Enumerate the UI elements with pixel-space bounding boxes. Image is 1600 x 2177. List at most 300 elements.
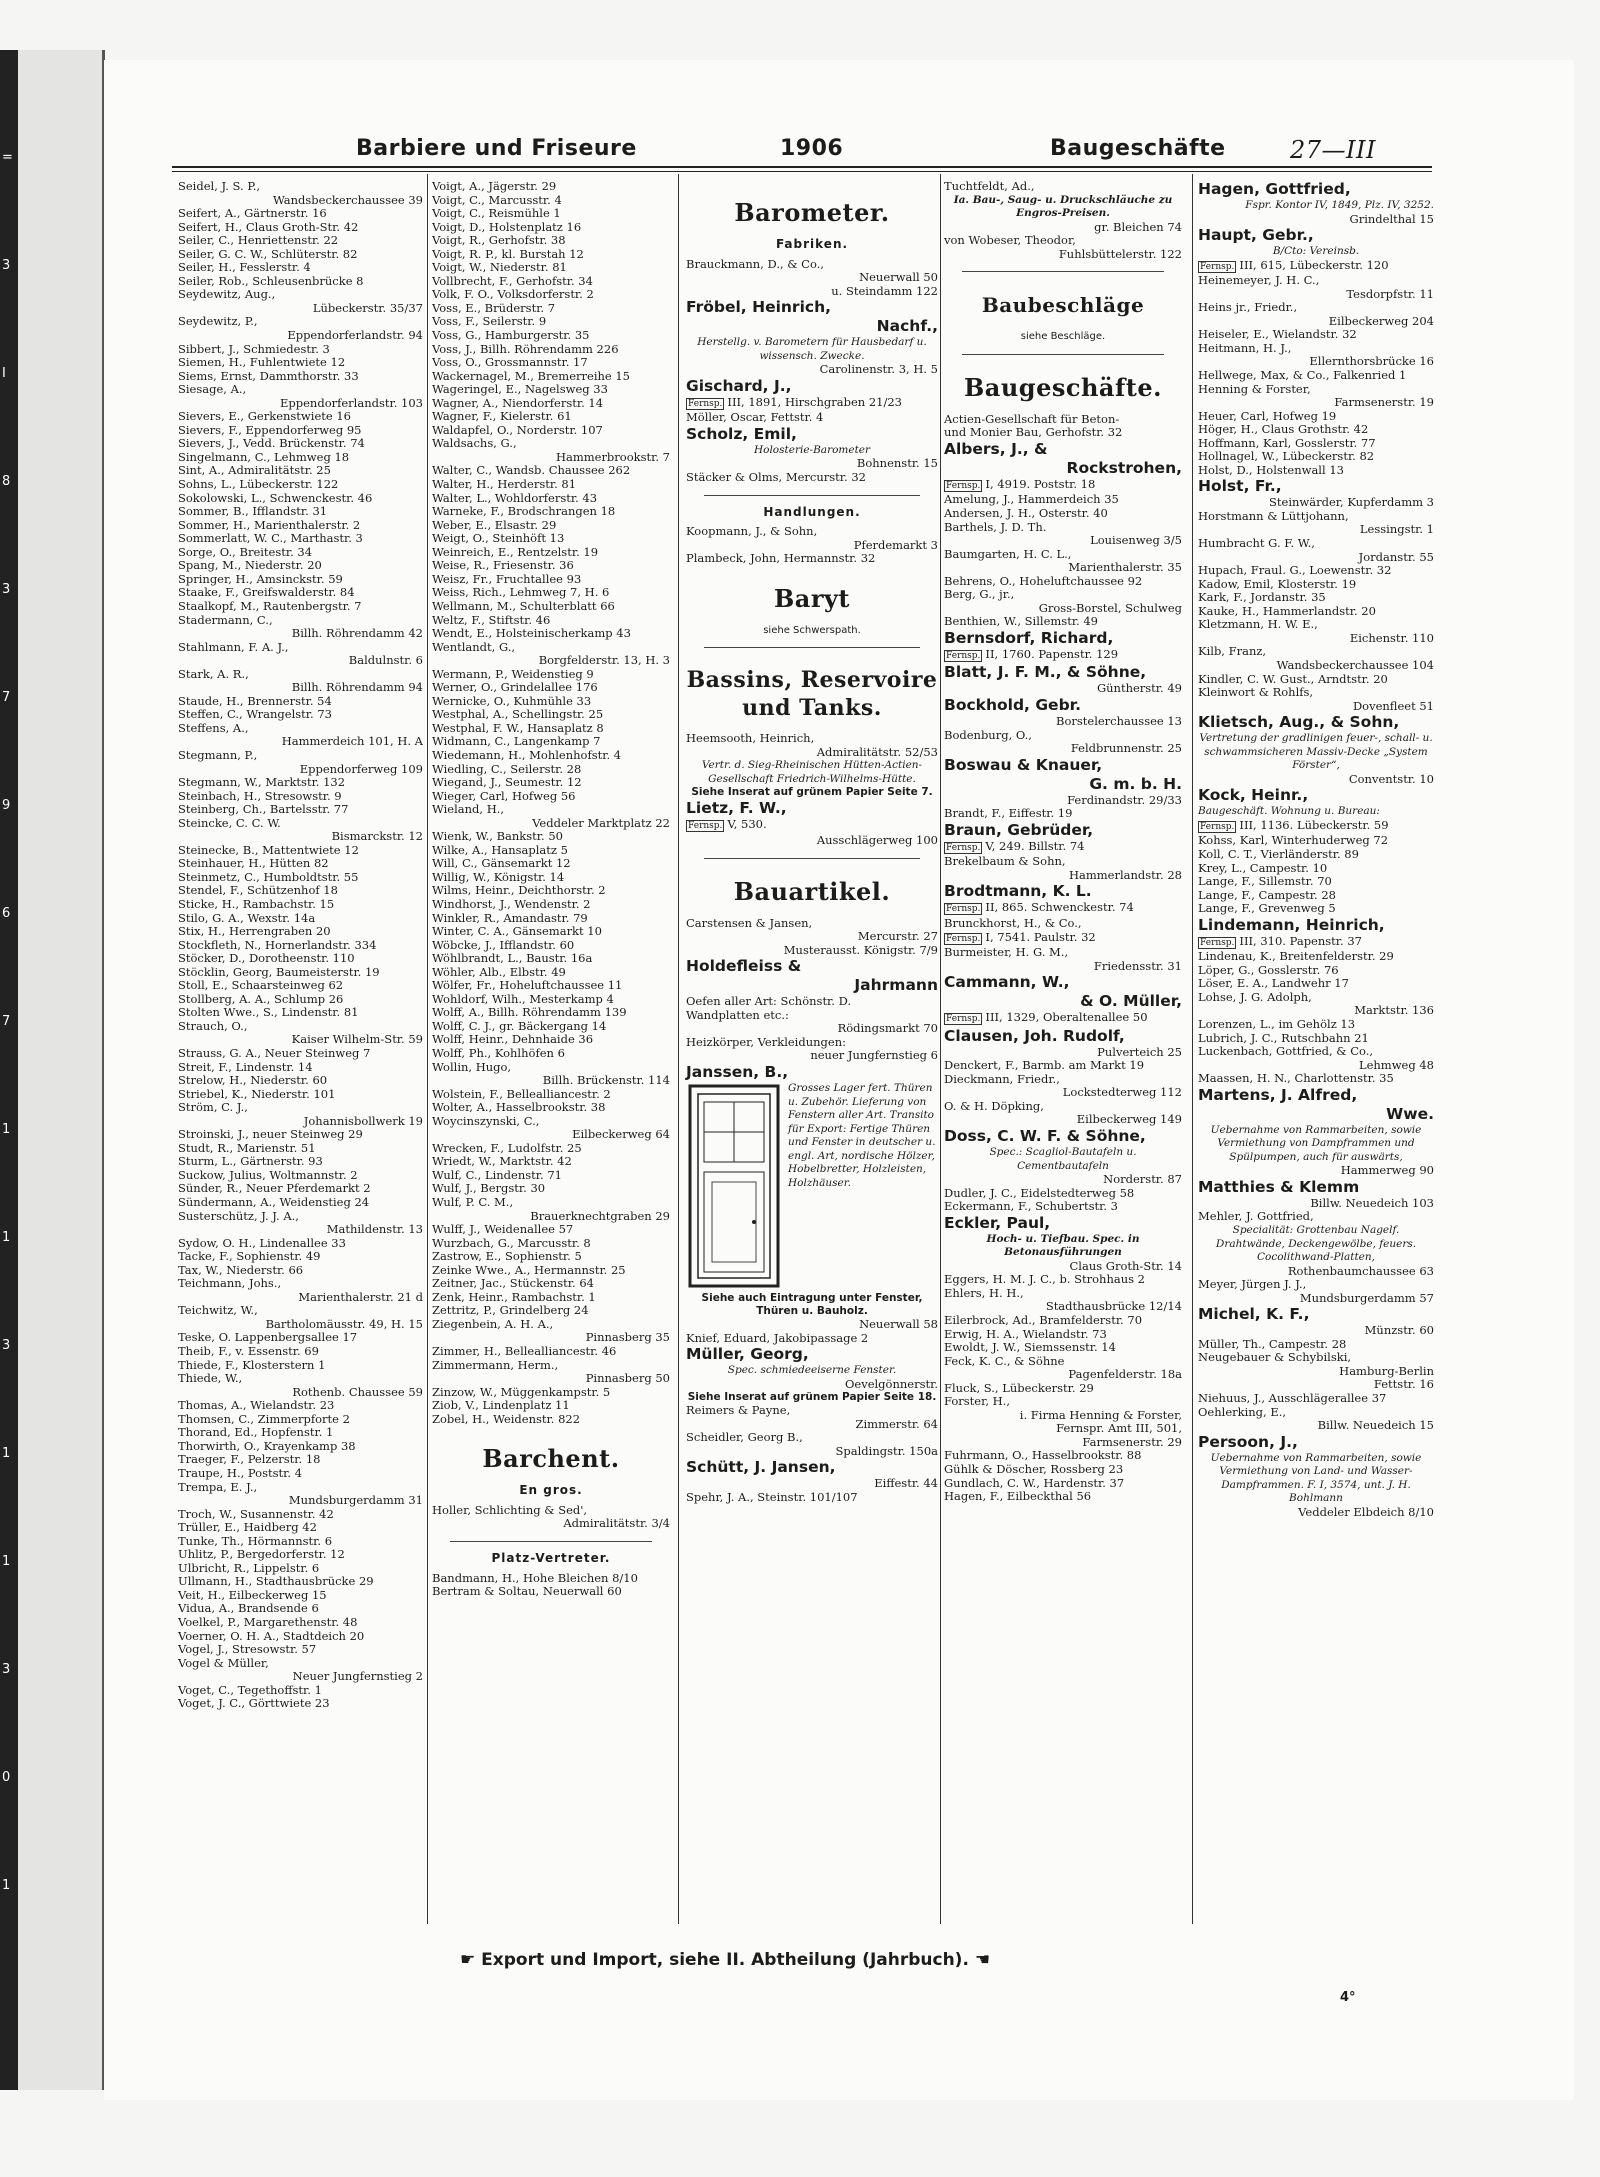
entry-text: Wolstein, F., Bellealliancestr. 2 xyxy=(432,1087,611,1101)
entry-list xyxy=(1198,213,1434,227)
directory-entry xyxy=(432,966,670,980)
directory-entry xyxy=(178,234,423,248)
entry-text: Neuerwall 50 xyxy=(859,271,938,285)
directory-entry xyxy=(178,1291,423,1305)
entry-text: Spang, M., Niederstr. 20 xyxy=(178,559,322,573)
entry-list xyxy=(686,258,938,299)
entry-text: Krey, L., Campestr. 10 xyxy=(1198,861,1328,875)
directory-entry xyxy=(944,507,1182,521)
entry-text: III, 310. Papenstr. 37 xyxy=(1239,934,1362,948)
entry-text: Wohldorf, Wilh., Mesterkamp 4 xyxy=(432,992,614,1006)
directory-entry xyxy=(178,207,423,221)
entry-text: Troch, W., Susannenstr. 42 xyxy=(178,1507,334,1521)
directory-entry xyxy=(432,261,670,275)
entry-text: Thorwirth, O., Krayenkamp 38 xyxy=(178,1439,356,1453)
firm-name-bockhold: Bockhold, Gebr. xyxy=(944,696,1081,715)
entry-text: Koopmann, J., & Sohn, xyxy=(686,525,818,539)
directory-entry xyxy=(432,464,670,478)
directory-entry xyxy=(1198,369,1434,383)
directory-entry xyxy=(432,573,670,587)
firm-name-holdefleiss: Holdefleiss & xyxy=(686,957,802,976)
directory-entry xyxy=(432,288,670,302)
directory-entry xyxy=(1198,1406,1434,1420)
directory-entry xyxy=(432,492,670,506)
directory-entry xyxy=(432,532,670,546)
directory-entry xyxy=(686,930,938,944)
entry-text: Wentlandt, G., xyxy=(432,640,516,654)
entry-text: gr. Bleichen 74 xyxy=(1094,220,1182,234)
janssen-advert xyxy=(686,1082,938,1292)
entry-text: Lübeckerstr. 35/37 xyxy=(312,301,423,315)
directory-entry xyxy=(432,315,670,329)
directory-entry xyxy=(1198,645,1434,659)
entry-list xyxy=(1198,1506,1434,1520)
directory-entry xyxy=(432,1088,670,1102)
directory-entry xyxy=(178,1657,423,1671)
entry-text: Lange, F., Campestr. 28 xyxy=(1198,888,1336,902)
directory-entry xyxy=(432,1074,670,1088)
directory-entry xyxy=(178,735,423,749)
column-divider xyxy=(940,174,941,1924)
entry-text: Mundsburgerdamm 57 xyxy=(1299,1291,1434,1305)
directory-entry xyxy=(178,1101,423,1115)
fernsprecher-badge: Fernsp. xyxy=(688,398,723,409)
directory-entry xyxy=(432,722,670,736)
directory-entry xyxy=(432,654,670,668)
entry-text: Rothenbaumchaussee 63 xyxy=(1287,1264,1434,1278)
directory-entry xyxy=(178,654,423,668)
entry-text: Teichwitz, W., xyxy=(178,1304,258,1318)
entry-text: Siems, Ernst, Dammthorstr. 33 xyxy=(178,369,359,383)
entry-text: Baldulnstr. 6 xyxy=(348,654,423,668)
directory-entry xyxy=(432,1101,670,1115)
section-title-baryt: Baryt xyxy=(773,583,850,613)
firm-name-michel: Michel, K. F., xyxy=(1198,1305,1310,1324)
entry-text: Weise, R., Friesenstr. 36 xyxy=(432,559,574,573)
directory-entry xyxy=(944,478,1182,494)
directory-entry xyxy=(432,1386,670,1400)
entry-text: Lessingstr. 1 xyxy=(1359,523,1434,537)
entry-text: Ehlers, H. H., xyxy=(944,1286,1024,1300)
entry-text: Thomas, A., Wielandstr. 23 xyxy=(178,1399,335,1413)
entry-text: Marienthalerstr. 21 d xyxy=(298,1290,423,1304)
entry-text: Voss, O., Grossmannstr. 17 xyxy=(432,356,588,370)
firm-name-boswau-2: G. m. b. H. xyxy=(1089,774,1182,793)
directory-entry xyxy=(944,1382,1182,1396)
directory-entry xyxy=(686,1009,938,1023)
directory-entry xyxy=(432,1585,670,1599)
directory-entry xyxy=(1198,1045,1434,1059)
header-rule-thin xyxy=(172,171,1432,172)
spine-mark: 1 xyxy=(2,1122,11,1137)
directory-entry xyxy=(432,952,670,966)
directory-entry xyxy=(944,221,1182,235)
entry-text: Zimmerstr. 64 xyxy=(855,1417,938,1431)
directory-entry xyxy=(1198,977,1434,991)
directory-entry xyxy=(178,1508,423,1522)
entry-text: Lockstedterweg 112 xyxy=(1062,1086,1182,1100)
entry-text: Kadow, Emil, Klosterstr. 19 xyxy=(1198,577,1357,591)
entry-text: Sticke, H., Rambachstr. 15 xyxy=(178,897,335,911)
firm-name-scholz: Scholz, Emil, xyxy=(686,424,797,443)
entry-text: Heizkörper, Verkleidungen: xyxy=(686,1035,846,1049)
entry-text: Dovenfleet 51 xyxy=(1352,699,1434,713)
entry-text: Strauss, G. A., Neuer Steinweg 7 xyxy=(178,1047,371,1060)
entry-text: Forster, H., xyxy=(944,1395,1010,1409)
firm-name-blatt: Blatt, J. F. M., & Söhne, xyxy=(944,663,1147,682)
entry-text: Lohse, J. G. Adolph, xyxy=(1198,990,1312,1004)
entry-text: Sint, A., Admiralitätstr. 25 xyxy=(178,464,331,478)
entry-list xyxy=(1198,773,1434,787)
entry-text: Steinmetz, C., Humboldtstr. 55 xyxy=(178,870,359,884)
entry-text: Mathildenstr. 13 xyxy=(326,1223,423,1237)
directory-entry xyxy=(178,925,423,939)
entry-list xyxy=(944,794,1182,821)
directory-entry xyxy=(686,1318,938,1332)
directory-entry xyxy=(432,343,670,357)
directory-entry xyxy=(432,1020,670,1034)
entry-text: III, 1136. Lübeckerstr. 59 xyxy=(1239,818,1389,832)
directory-entry xyxy=(1198,564,1434,578)
entry-text: Erwig, H. A., Wielandstr. 73 xyxy=(944,1327,1107,1341)
directory-entry xyxy=(686,396,938,412)
directory-entry xyxy=(1198,450,1434,464)
entry-text: Traupe, H., Poststr. 4 xyxy=(178,1466,303,1480)
advert-reference-janssen: Siehe auch Eintragung unter Fenster, Thüren u. Bauholz. xyxy=(701,1291,923,1317)
entry-text: Lange, F., Grevenweg 5 xyxy=(1198,902,1336,916)
section-title-baubeschlaege: Baubeschläge xyxy=(981,293,1145,318)
entry-text: Wolff, A., Billh. Röhrendamm 139 xyxy=(432,1006,627,1020)
directory-entry xyxy=(944,248,1182,262)
directory-entry xyxy=(686,1477,938,1491)
directory-entry xyxy=(178,343,423,357)
directory-entry xyxy=(178,586,423,600)
directory-entry xyxy=(944,493,1182,507)
directory-entry xyxy=(944,180,1182,194)
entry-text: Wolff, Ph., Kohlhöfen 6 xyxy=(432,1047,565,1060)
entry-list xyxy=(1198,496,1434,713)
entry-text: Stroinski, J., neuer Steinweg 29 xyxy=(178,1128,363,1142)
entry-text: Weigt, O., Steinhöft 13 xyxy=(432,532,565,546)
separator xyxy=(962,354,1164,355)
directory-entry xyxy=(432,329,670,343)
entry-list xyxy=(686,363,938,377)
spine-mark: 6 xyxy=(2,906,11,921)
directory-entry xyxy=(178,668,423,682)
directory-entry xyxy=(178,1331,423,1345)
directory-entry xyxy=(178,302,423,316)
firm-name-clausen: Clausen, Joh. Rudolf, xyxy=(944,1026,1125,1045)
entry-text: Voget, J. C., Görttwiete 23 xyxy=(178,1697,330,1711)
directory-entry xyxy=(1198,1032,1434,1046)
entry-text: Voigt, C., Reismühle 1 xyxy=(432,207,561,221)
directory-entry xyxy=(178,1182,423,1196)
directory-entry xyxy=(432,1345,670,1359)
entry-text: Ulbricht, R., Lippelstr. 6 xyxy=(178,1561,320,1575)
directory-entry xyxy=(432,749,670,763)
directory-entry xyxy=(944,1409,1182,1423)
entry-text: Traeger, F., Pelzerstr. 18 xyxy=(178,1453,321,1467)
entry-text: Voigt, A., Jägerstr. 29 xyxy=(432,180,557,193)
entry-text: Plambeck, John, Hermannstr. 32 xyxy=(686,552,876,566)
directory-entry xyxy=(1198,274,1434,288)
section-title-barchent: Barchent. xyxy=(482,1444,620,1474)
directory-entry xyxy=(944,1463,1182,1477)
directory-entry xyxy=(1198,1004,1434,1018)
directory-entry xyxy=(1198,1324,1434,1338)
firm-name-gischard: Gischard, J., xyxy=(686,376,792,395)
directory-entry xyxy=(432,1061,670,1075)
entry-text: Weisz, Fr., Fruchtallee 93 xyxy=(432,572,582,586)
entry-text: Voigt, R., Gerhofstr. 38 xyxy=(432,234,566,248)
entry-text: Weinreich, E., Rentzelstr. 19 xyxy=(432,545,599,559)
entry-text: Oehlerking, E., xyxy=(1198,1405,1287,1419)
firm-name-lindemann: Lindemann, Heinrich, xyxy=(1198,915,1385,934)
entry-text: Sturm, L., Gärtnerstr. 93 xyxy=(178,1155,323,1169)
firm-name-janssen: Janssen, B., xyxy=(686,1062,789,1081)
directory-entry xyxy=(178,464,423,478)
entry-text: Spehr, J. A., Steinstr. 101/107 xyxy=(686,1490,858,1504)
entry-text: Sibbert, J., Schmiedestr. 3 xyxy=(178,342,330,356)
directory-entry xyxy=(944,715,1182,729)
directory-entry xyxy=(1198,396,1434,410)
entry-text: Admiralitätstr. 52/53 xyxy=(816,745,938,759)
entry-text: I, 4919. Poststr. 18 xyxy=(985,477,1096,491)
entry-text: Willig, W., Königstr. 14 xyxy=(432,870,565,884)
entry-text: und Monier Bau, Gerhofstr. 32 xyxy=(944,426,1123,440)
directory-entry xyxy=(178,1169,423,1183)
entry-text: Billh. Röhrendamm 94 xyxy=(291,681,423,695)
directory-entry xyxy=(178,898,423,912)
entry-text: Eggers, H. M. J. C., b. Strohhaus 2 xyxy=(944,1273,1145,1287)
entry-text: Staude, H., Brennerstr. 54 xyxy=(178,694,332,708)
entry-text: Carolinenstr. 3, H. 5 xyxy=(819,363,938,377)
entry-text: Fettstr. 16 xyxy=(1373,1378,1434,1392)
directory-entry xyxy=(1198,902,1434,916)
section-title-barometer: Barometer. xyxy=(734,198,890,227)
directory-entry xyxy=(944,1273,1182,1287)
firm-name-froebel-2: Nachf., xyxy=(876,317,938,336)
subsection-en-gros: En gros. xyxy=(519,1483,583,1498)
entry-list xyxy=(944,180,1182,194)
firm-note-eckler: Hoch- u. Tiefbau. Spec. in Betonausführungen xyxy=(986,1232,1140,1259)
firm-note-tuchtfeldt: Ia. Bau-, Saug- u. Druckschläuche zu Engros-Preisen. xyxy=(953,193,1173,220)
directory-entry xyxy=(178,451,423,465)
entry-text: Stilo, G. A., Wexstr. 14a xyxy=(178,911,316,925)
entry-text: Voigt, R. P., kl. Burstah 12 xyxy=(432,247,584,261)
entry-text: Borstelerchaussee 13 xyxy=(1056,715,1182,729)
entry-text: Koll, C. T., Vierländerstr. 89 xyxy=(1198,847,1359,861)
entry-text: Zenk, Heinr., Rambachstr. 1 xyxy=(432,1290,596,1304)
directory-entry xyxy=(432,776,670,790)
entry-text: Westphal, A., Schellingstr. 25 xyxy=(432,708,604,722)
entry-text: Dudler, J. C., Eidelstedterweg 58 xyxy=(944,1186,1135,1200)
subsection-fabriken: Fabriken. xyxy=(775,237,849,251)
directory-entry xyxy=(178,1481,423,1495)
entry-text: Springer, H., Amsinckstr. 59 xyxy=(178,572,343,586)
entry-text: Louisenweg 3/5 xyxy=(1090,534,1182,548)
entry-text: Sievers, J., Vedd. Brückenstr. 74 xyxy=(178,437,365,451)
firm-note-froebel: Herstellg. v. Barometern für Hausbedarf u. wissensch. Zwecke. xyxy=(697,336,927,362)
entry-text: Wageringel, E., Nagelsweg 33 xyxy=(432,383,608,397)
entry-text: Vogel & Müller, xyxy=(178,1656,269,1670)
directory-entry xyxy=(944,1449,1182,1463)
directory-entry xyxy=(432,1277,670,1291)
entry-text: Feldbrunnenstr. 25 xyxy=(1070,742,1182,756)
directory-entry xyxy=(432,857,670,871)
entry-text: Mehler, J. Gottfried, xyxy=(1198,1210,1314,1224)
directory-entry xyxy=(178,221,423,235)
firm-name-albers-2: Rockstrohen, xyxy=(1066,458,1182,477)
entry-text: Spaldingstr. 150a xyxy=(835,1444,938,1458)
entry-text: Wöhlbrandt, L., Baustr. 16a xyxy=(432,952,593,966)
entry-text: Marktstr. 136 xyxy=(1354,1004,1434,1018)
entry-text: Billw. Neuedeich 15 xyxy=(1317,1419,1434,1433)
directory-entry xyxy=(178,1061,423,1075)
directory-entry xyxy=(178,559,423,573)
entry-text: Mercurstr. 27 xyxy=(857,930,938,944)
directory-entry xyxy=(432,1155,670,1169)
entry-text: Windhorst, J., Wendenstr. 2 xyxy=(432,897,591,911)
directory-entry xyxy=(178,695,423,709)
firm-note-doss: Spec.: Scagliol-Bautafeln u. Cementbautafeln xyxy=(989,1145,1137,1172)
fernsprecher-badge: Fernsp. xyxy=(1200,937,1235,948)
entry-text: Strauch, O., xyxy=(178,1019,248,1033)
entry-text: Hagen, F., Eilbeckthal 56 xyxy=(944,1490,1092,1504)
directory-entry xyxy=(1198,659,1434,673)
directory-entry xyxy=(432,1006,670,1020)
firm-name-hagen: Hagen, Gottfried, xyxy=(1198,180,1351,198)
entry-text: Kaiser Wilhelm-Str. 59 xyxy=(291,1033,423,1047)
spine-mark: 1 xyxy=(2,1554,11,1569)
entry-text: Woycinszynski, C., xyxy=(432,1114,540,1128)
directory-entry xyxy=(178,1115,423,1129)
directory-entry xyxy=(1198,1197,1434,1211)
directory-entry xyxy=(432,600,670,614)
entry-text: Fernspr. Amt III, 501, xyxy=(1056,1422,1182,1436)
entry-text: Wollin, Hugo, xyxy=(432,1060,512,1074)
firm-name-schuett: Schütt, J. Jansen, xyxy=(686,1458,836,1477)
directory-entry xyxy=(944,1355,1182,1369)
directory-entry xyxy=(1198,686,1434,700)
entry-text: Steincke, C. C. W. xyxy=(178,816,281,830)
entry-text: Brekelbaum & Sohn, xyxy=(944,855,1066,869)
entry-text: Benthien, W., Sillemstr. 49 xyxy=(944,615,1098,629)
entry-text: O. & H. Döpking, xyxy=(944,1099,1044,1113)
directory-entry xyxy=(944,1300,1182,1314)
directory-entry xyxy=(178,1589,423,1603)
directory-entry xyxy=(178,979,423,993)
directory-entry xyxy=(432,207,670,221)
entry-text: Actien-Gesellschaft für Beton- xyxy=(944,412,1120,426)
entry-text: Vollbrecht, F., Gerhofstr. 34 xyxy=(432,274,593,288)
directory-entry xyxy=(1198,328,1434,342)
advert-reference-heemsooth: Siehe Inserat auf grünem Papier Seite 7. xyxy=(691,786,933,799)
directory-entry xyxy=(178,1684,423,1698)
directory-entry xyxy=(1198,1210,1434,1224)
entry-text: Mundsburgerdamm 31 xyxy=(288,1494,423,1508)
entry-text: Westphal, F. W., Hansaplatz 8 xyxy=(432,721,604,735)
header-left: Barbiere und Friseure xyxy=(356,136,637,161)
directory-entry xyxy=(686,539,938,553)
barchent-list xyxy=(432,1504,670,1531)
entry-text: Hoffmann, Karl, Gosslerstr. 77 xyxy=(1198,436,1376,450)
entry-list xyxy=(944,221,1182,262)
entry-text: Wolff, Heinr., Dehnhaide 36 xyxy=(432,1033,594,1047)
entry-text: Ström, C. J., xyxy=(178,1101,248,1115)
entry-text: Bismarckstr. 12 xyxy=(331,830,423,844)
column-4 xyxy=(944,180,1182,1504)
firm-name-cammann-2: & O. Müller, xyxy=(1080,992,1182,1011)
directory-entry xyxy=(944,1436,1182,1450)
directory-entry xyxy=(1198,1365,1434,1379)
directory-entry xyxy=(1198,1351,1434,1365)
entry-text: Hollnagel, W., Lübeckerstr. 82 xyxy=(1198,450,1375,464)
directory-entry xyxy=(178,641,423,655)
entry-text: Thorand, Ed., Hopfenstr. 1 xyxy=(178,1426,334,1440)
entry-list xyxy=(944,1046,1182,1127)
directory-entry xyxy=(944,1100,1182,1114)
entry-text: Wiedling, C., Seilerstr. 28 xyxy=(432,762,582,776)
entry-text: Jordanstr. 55 xyxy=(1358,550,1434,564)
entry-text: Seiler, H., Fesslerstr. 4 xyxy=(178,261,311,275)
directory-entry xyxy=(178,194,423,208)
directory-entry xyxy=(178,966,423,980)
entry-text: Seiler, C., Henriettenstr. 22 xyxy=(178,234,339,248)
entry-text: Stolten Wwe., S., Lindenstr. 81 xyxy=(178,1006,359,1020)
entry-list xyxy=(1198,259,1434,478)
entry-list xyxy=(686,732,938,759)
directory-entry xyxy=(1198,523,1434,537)
firm-name-martens-2: Wwe. xyxy=(1386,1104,1434,1123)
entry-text: Fuhlsbüttelerstr. 122 xyxy=(1058,247,1182,261)
entry-text: Wagner, A., Niendorferstr. 14 xyxy=(432,396,604,410)
entry-text: Kilb, Franz, xyxy=(1198,645,1267,659)
entry-text: V, 249. Billstr. 74 xyxy=(985,839,1085,853)
directory-entry xyxy=(178,1372,423,1386)
directory-entry xyxy=(1198,605,1434,619)
entry-text: Sokolowski, L., Schwenckestr. 46 xyxy=(178,491,373,505)
directory-entry xyxy=(944,234,1182,248)
firm-note-persoon: Uebernahme von Rammarbeiten, sowie Vermiethung von Land- und Wasser-Dampframmen. F. I, 3574, unt. J. H. Bohlmann xyxy=(1210,1451,1422,1505)
spine-mark: 7 xyxy=(2,1014,11,1029)
entry-text: i. Firma Henning & Forster, xyxy=(1019,1408,1182,1422)
entry-text: Kleinwort & Rohlfs, xyxy=(1198,686,1314,700)
entry-text: Billh. Brückenstr. 114 xyxy=(542,1074,670,1088)
directory-entry xyxy=(1198,315,1434,329)
entry-text: Claus Groth-Str. 14 xyxy=(1069,1259,1182,1273)
directory-entry xyxy=(686,271,938,285)
entry-text: Gross-Borstel, Schulweg xyxy=(1038,601,1182,615)
directory-entry xyxy=(686,471,938,485)
directory-entry xyxy=(686,995,938,1009)
entry-text: Reimers & Payne, xyxy=(686,1404,791,1418)
directory-entry xyxy=(944,1073,1182,1087)
entry-text: Heinemeyer, J. H. C., xyxy=(1198,274,1320,288)
entry-text: Thiede, W., xyxy=(178,1372,243,1386)
entry-text: Wulff, J., Weidenallee 57 xyxy=(432,1223,574,1237)
directory-entry xyxy=(432,559,670,573)
directory-entry xyxy=(432,1223,670,1237)
directory-entry xyxy=(432,424,670,438)
entry-text: Neuer Jungfernstieg 2 xyxy=(292,1670,423,1684)
entry-text: Wernicke, O., Kuhmühle 33 xyxy=(432,694,592,708)
directory-entry xyxy=(178,614,423,628)
entry-text: Wrecken, F., Ludolfstr. 25 xyxy=(432,1141,582,1155)
directory-entry xyxy=(432,546,670,560)
directory-entry xyxy=(178,1033,423,1047)
directory-entry xyxy=(1198,259,1434,275)
